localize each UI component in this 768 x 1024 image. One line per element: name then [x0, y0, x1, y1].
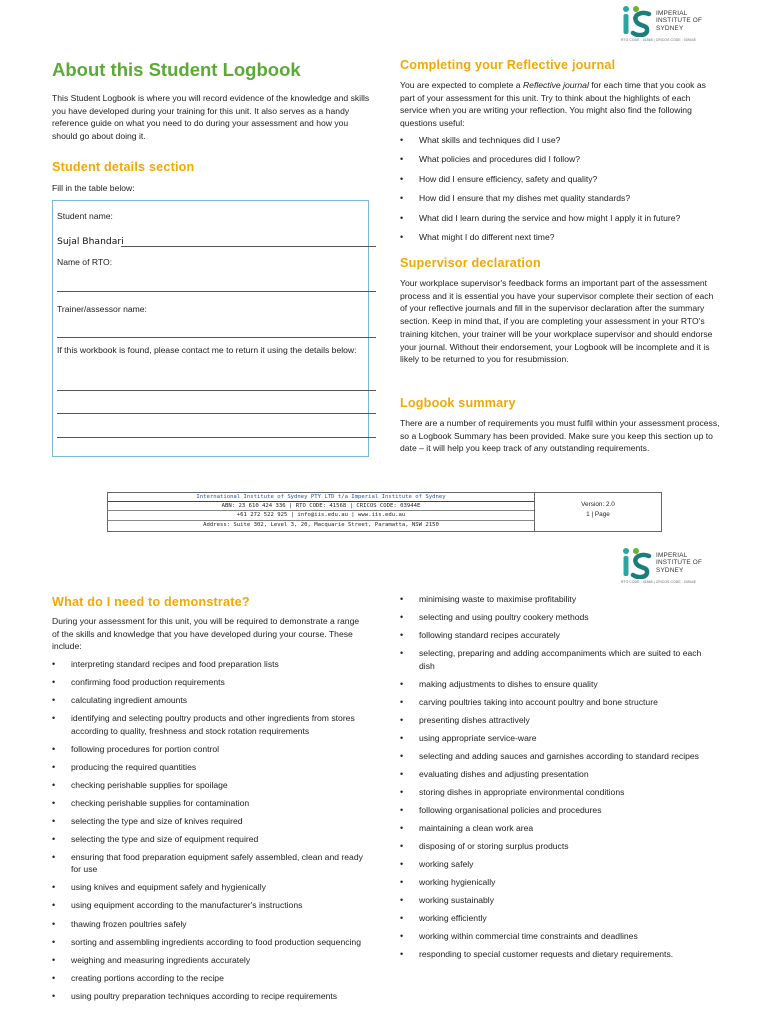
footer-codes: ABN: 23 610 424 336 | RTO CODE: 41568 | CRICOS CODE: 03944E — [108, 502, 534, 511]
reflective-intro-before: You are expected to complete a — [400, 80, 523, 90]
demonstrate-intro: During your assessment for this unit, you will be required to demonstrate a range of the skills and knowledge that you have developed during your course. These include: — [52, 616, 360, 652]
page-footer — [107, 492, 662, 532]
list-item: • working sustainably — [400, 894, 718, 906]
list-item: • producing the required quantities — [52, 761, 367, 773]
list-item: • ensuring that food preparation equipment safely assembled, clean and ready for use — [52, 851, 367, 876]
footer-page-number: 1 | Page — [586, 511, 610, 518]
skills-list-right — [400, 593, 718, 961]
logo-block-page2 — [621, 547, 731, 585]
reflective-journal-heading: Completing your Reflective journal — [400, 58, 616, 72]
logo — [621, 5, 731, 37]
contact-line-1[interactable] — [57, 390, 376, 391]
list-item: • checking perishable supplies for spoilage — [52, 779, 367, 791]
student-name-line — [121, 246, 376, 247]
intro-paragraph: This Student Logbook is where you will record evidence of the knowledge and skills you have developed during your training for this unit. It also serves as a handy reference guide on what you need to do during your assessment and how you should go about doing it. — [52, 93, 370, 142]
list-item: • interpreting standard recipes and food preparation lists — [52, 658, 367, 670]
list-item: • thawing frozen poultries safely — [52, 918, 367, 930]
list-item: • working within commercial time constraints and deadlines — [400, 930, 718, 942]
list-item: • following procedures for portion control — [52, 743, 367, 755]
list-item: • calculating ingredient amounts — [52, 694, 367, 706]
list-item: • checking perishable supplies for contamination — [52, 797, 367, 809]
list-item: • How did I ensure efficiency, safety and quality? — [400, 173, 725, 185]
list-item: • making adjustments to dishes to ensure quality — [400, 678, 718, 690]
list-item: • storing dishes in appropriate environmental conditions — [400, 786, 718, 798]
list-item: • minimising waste to maximise profitability — [400, 593, 718, 605]
list-item: • disposing of or storing surplus products — [400, 840, 718, 852]
student-name-value[interactable]: Sujal Bhandari — [57, 236, 124, 247]
logo-code-line: RTO CODE : 41568 | CRICOS CODE : 03944E — [621, 38, 697, 42]
logo — [621, 547, 731, 579]
logo-block-page1 — [621, 5, 731, 43]
demonstrate-heading: What do I need to demonstrate? — [52, 595, 250, 609]
list-item: • using appropriate service-ware — [400, 732, 718, 744]
reflective-journal-intro — [400, 79, 720, 130]
institute-logo-icon — [621, 547, 653, 579]
list-item: • using poultry preparation techniques according to recipe requirements — [52, 990, 367, 1002]
list-item: • maintaining a clean work area — [400, 822, 718, 834]
list-item: • selecting, preparing and adding accompaniments which are suited to each dish — [400, 647, 718, 672]
list-item: • How did I ensure that my dishes met quality standards? — [400, 192, 725, 204]
footer-contact-block — [108, 493, 535, 531]
footer-page-info — [535, 493, 661, 531]
logo-line-2: INSTITUTE OF — [656, 559, 703, 567]
list-item: • weighing and measuring ingredients accurately — [52, 954, 367, 966]
list-item: • evaluating dishes and adjusting presentation — [400, 768, 718, 780]
footer-contacts: +61 272 522 925 | info@iis.edu.au | www.iis.edu.au — [108, 511, 534, 520]
logo-line-1: IMPERIAL — [656, 552, 688, 560]
student-details-box — [52, 200, 369, 457]
list-item: • using equipment according to the manufacturer's instructions — [52, 899, 367, 911]
list-item: • confirming food production requirements — [52, 676, 367, 688]
list-item: • What skills and techniques did I use? — [400, 134, 725, 146]
reflective-intro-after: for each time that you cook as part of your assessment for this unit. Try to think about the highlights of each service when you are writing your reflection. You might also find the following questions useful: — [400, 80, 706, 129]
list-item: • selecting the type and size of equipment required — [52, 833, 367, 845]
list-item: • creating portions according to the recipe — [52, 972, 367, 984]
student-name-label: Student name: — [57, 211, 113, 221]
list-item: • following organisational policies and procedures — [400, 804, 718, 816]
reflection-questions-list — [400, 134, 725, 244]
list-item: • carving poultries taking into account poultry and bone structure — [400, 696, 718, 708]
page-title: About this Student Logbook — [52, 59, 301, 80]
list-item: • using knives and equipment safely and hygienically — [52, 881, 367, 893]
supervisor-declaration-text: Your workplace supervisor's feedback forms an important part of the assessment process and it is essential you have your supervisor complete their section of each of your reflective journals and fill in the supervisor declaration after the summary section. Keep in mind that, if you are completing your assessment in your RTO's training kitchen, your trainer will be your workplace supervisor and should endorse your journal. Without their endorsement, your Logbook will be incomplete and it is likely to be returned to you for resubmission. — [400, 278, 714, 365]
list-item: • selecting and adding sauces and garnishes according to standard recipes — [400, 750, 718, 762]
fill-table-instruction: Fill in the table below: — [52, 183, 135, 193]
supervisor-declaration-heading: Supervisor declaration — [400, 256, 541, 270]
list-item: • What might I do different next time? — [400, 231, 725, 243]
logo-text — [656, 10, 702, 32]
logo-line-2: INSTITUTE OF — [656, 17, 703, 25]
list-item: • What policies and procedures did I follow? — [400, 153, 725, 165]
list-item: • working hygienically — [400, 876, 718, 888]
logo-line-3: SYDNEY — [656, 566, 684, 574]
trainer-name-label: Trainer/assessor name: — [57, 304, 147, 314]
list-item: • identifying and selecting poultry products and other ingredients from stores according to quality, freshness and stock rotation requirements — [52, 712, 367, 737]
footer-company-name: International Institute of Sydney PTY LTD t/a Imperial Institute of Sydney — [108, 493, 534, 502]
footer-version: Version: 2.0 — [581, 501, 615, 508]
list-item: • working safely — [400, 858, 718, 870]
logbook-summary-heading: Logbook summary — [400, 396, 516, 410]
found-instructions: If this workbook is found, please contact me to return it using the details below: — [57, 345, 357, 355]
logo-line-3: SYDNEY — [656, 24, 684, 32]
list-item: • selecting and using poultry cookery methods — [400, 611, 718, 623]
list-item: • presenting dishes attractively — [400, 714, 718, 726]
footer-address: Address: Suite 302, Level 3, 20, Macquarie Street, Paramatta, NSW 2150 — [203, 521, 439, 528]
logo-text — [656, 552, 702, 574]
list-item: • What did I learn during the service and how might I apply it in future? — [400, 212, 725, 224]
contact-line-3[interactable] — [57, 437, 376, 438]
trainer-name-line[interactable] — [57, 337, 376, 338]
logo-code-line: RTO CODE : 41568 | CRICOS CODE : 03944E — [621, 580, 697, 584]
student-details-heading: Student details section — [52, 160, 195, 174]
list-item: • selecting the type and size of knives required — [52, 815, 367, 827]
list-item: • following standard recipes accurately — [400, 629, 718, 641]
reflective-intro-italic: Reflective journal — [522, 80, 589, 90]
logo-line-1: IMPERIAL — [656, 10, 688, 18]
institute-logo-icon — [621, 5, 653, 37]
list-item: • working efficiently — [400, 912, 718, 924]
rto-name-line[interactable] — [57, 291, 376, 292]
rto-name-label: Name of RTO: — [57, 257, 113, 267]
contact-line-2[interactable] — [57, 413, 376, 414]
list-item: • responding to special customer requests and dietary requirements. — [400, 948, 718, 960]
logbook-summary-text: There are a number of requirements you must fulfil within your assessment process, so a Logbook Summary has been provided. Make sure you keep this section up to date – it will help you keep track of any outstanding requirements. — [400, 418, 720, 454]
list-item: • sorting and assembling ingredients according to food production sequencing — [52, 936, 367, 948]
skills-list-left — [52, 658, 367, 1002]
